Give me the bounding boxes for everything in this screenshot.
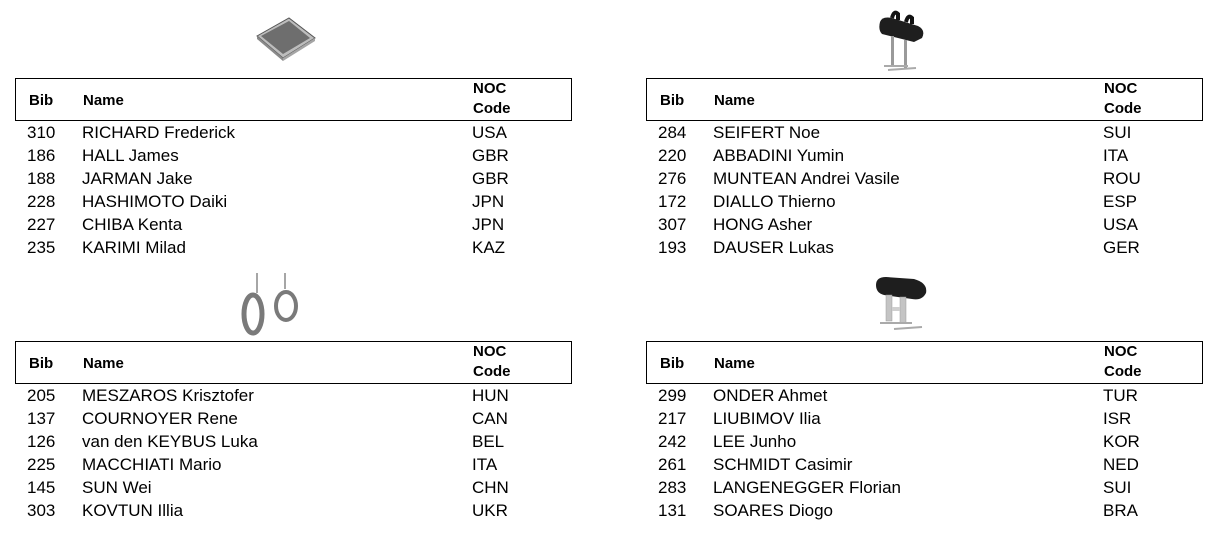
- column-header-noc-code: NOC Code: [1104, 80, 1142, 117]
- noc-cell: BRA: [1103, 501, 1138, 520]
- noc-cell: GBR: [472, 146, 509, 165]
- table-row: [15, 190, 572, 213]
- bib-cell: 188: [27, 169, 56, 188]
- column-header-bib: Bib: [29, 92, 54, 109]
- column-header-noc-code: NOC Code: [473, 343, 511, 380]
- name-cell: SUN Wei: [82, 478, 152, 497]
- table-row: [15, 167, 572, 190]
- name-cell: JARMAN Jake: [82, 169, 193, 188]
- table-header: [15, 341, 572, 384]
- table-header: [15, 78, 572, 121]
- table-row: [646, 384, 1203, 407]
- column-header-bib: Bib: [660, 355, 685, 372]
- noc-cell: GER: [1103, 238, 1140, 257]
- name-cell: DIALLO Thierno: [713, 192, 836, 211]
- bib-cell: 307: [658, 215, 687, 234]
- table-row: [646, 144, 1203, 167]
- bib-cell: 126: [27, 432, 56, 451]
- bib-cell: 217: [658, 409, 687, 428]
- noc-cell: ITA: [1103, 146, 1129, 165]
- name-cell: LANGENEGGER Florian: [713, 478, 901, 497]
- bib-cell: 235: [27, 238, 56, 257]
- table-row: [15, 144, 572, 167]
- athlete-list: [646, 121, 1203, 259]
- apparatus-panel-vault: [646, 263, 1206, 523]
- table-row: [646, 407, 1203, 430]
- noc-cell: ESP: [1103, 192, 1138, 211]
- bib-cell: 299: [658, 386, 687, 405]
- noc-cell: USA: [472, 123, 507, 142]
- name-cell: HONG Asher: [713, 215, 813, 234]
- column-header-noc-code: NOC Code: [473, 80, 511, 117]
- apparatus-panel-floor: [15, 0, 575, 260]
- name-cell: SEIFERT Noe: [713, 123, 821, 142]
- column-header-name: Name: [83, 92, 124, 109]
- noc-cell: GBR: [472, 169, 509, 188]
- noc-cell: KOR: [1103, 432, 1140, 451]
- name-cell: MESZAROS Krisztofer: [82, 386, 254, 405]
- noc-cell: SUI: [1103, 478, 1132, 497]
- table-row: [646, 190, 1203, 213]
- name-cell: LEE Junho: [713, 432, 797, 451]
- bib-cell: 172: [658, 192, 687, 211]
- bib-cell: 137: [27, 409, 56, 428]
- name-cell: RICHARD Frederick: [82, 123, 236, 142]
- name-cell: COURNOYER Rene: [82, 409, 238, 428]
- bib-cell: 220: [658, 146, 687, 165]
- bib-cell: 261: [658, 455, 687, 474]
- table-row: [15, 121, 572, 144]
- table-row: [15, 384, 572, 407]
- noc-cell: UKR: [472, 501, 508, 520]
- pommel-horse-icon: [874, 8, 930, 72]
- noc-cell: CHN: [472, 478, 509, 497]
- vault-icon: [872, 271, 932, 335]
- bib-cell: 283: [658, 478, 687, 497]
- table-row: [646, 476, 1203, 499]
- table-row: [15, 499, 572, 522]
- noc-cell: NED: [1103, 455, 1139, 474]
- name-cell: CHIBA Kenta: [82, 215, 183, 234]
- column-header-name: Name: [83, 355, 124, 372]
- noc-cell: SUI: [1103, 123, 1132, 142]
- name-cell: LIUBIMOV Ilia: [713, 409, 821, 428]
- noc-cell: JPN: [472, 192, 505, 211]
- noc-cell: KAZ: [472, 238, 506, 257]
- table-row: [646, 499, 1203, 522]
- apparatus-panel-rings: [15, 263, 575, 523]
- column-header-name: Name: [714, 92, 755, 109]
- name-cell: HASHIMOTO Daiki: [82, 192, 228, 211]
- athlete-list: [15, 384, 572, 522]
- table-row: [15, 476, 572, 499]
- apparatus-panel-pommel-horse: [646, 0, 1206, 260]
- table-row: [646, 167, 1203, 190]
- name-cell: MUNTEAN Andrei Vasile: [713, 169, 900, 188]
- column-header-name: Name: [714, 355, 755, 372]
- bib-cell: 225: [27, 455, 56, 474]
- athlete-list: [646, 384, 1203, 522]
- bib-cell: 205: [27, 386, 56, 405]
- name-cell: van den KEYBUS Luka: [82, 432, 258, 451]
- noc-cell: ITA: [472, 455, 498, 474]
- bib-cell: 242: [658, 432, 687, 451]
- name-cell: HALL James: [82, 146, 179, 165]
- rings-icon: [237, 271, 303, 337]
- noc-cell: ISR: [1103, 409, 1132, 428]
- bib-cell: 193: [658, 238, 687, 257]
- bib-cell: 131: [658, 501, 687, 520]
- bib-cell: 227: [27, 215, 56, 234]
- name-cell: DAUSER Lukas: [713, 238, 834, 257]
- table-row: [15, 407, 572, 430]
- noc-cell: CAN: [472, 409, 508, 428]
- bib-cell: 310: [27, 123, 56, 142]
- column-header-noc-code: NOC Code: [1104, 343, 1142, 380]
- noc-cell: USA: [1103, 215, 1138, 234]
- noc-cell: HUN: [472, 386, 509, 405]
- athlete-list: [15, 121, 572, 259]
- name-cell: SCHMIDT Casimir: [713, 455, 853, 474]
- table-row: [646, 453, 1203, 476]
- table-header: [646, 78, 1203, 121]
- floor-mat-icon: [253, 12, 318, 64]
- table-header: [646, 341, 1203, 384]
- noc-cell: TUR: [1103, 386, 1138, 405]
- table-row: [15, 453, 572, 476]
- name-cell: SOARES Diogo: [713, 501, 833, 520]
- table-row: [646, 213, 1203, 236]
- table-row: [15, 430, 572, 453]
- table-row: [15, 236, 572, 259]
- bib-cell: 186: [27, 146, 56, 165]
- noc-cell: BEL: [472, 432, 505, 451]
- bib-cell: 228: [27, 192, 56, 211]
- bib-cell: 303: [27, 501, 56, 520]
- column-header-bib: Bib: [660, 92, 685, 109]
- noc-cell: JPN: [472, 215, 505, 234]
- bib-cell: 145: [27, 478, 56, 497]
- name-cell: KOVTUN Illia: [82, 501, 184, 520]
- name-cell: ABBADINI Yumin: [713, 146, 845, 165]
- bib-cell: 276: [658, 169, 687, 188]
- name-cell: KARIMI Milad: [82, 238, 186, 257]
- table-row: [15, 213, 572, 236]
- noc-cell: ROU: [1103, 169, 1141, 188]
- table-row: [646, 121, 1203, 144]
- column-header-bib: Bib: [29, 355, 54, 372]
- name-cell: ONDER Ahmet: [713, 386, 828, 405]
- name-cell: MACCHIATI Mario: [82, 455, 222, 474]
- bib-cell: 284: [658, 123, 687, 142]
- table-row: [646, 236, 1203, 259]
- table-row: [646, 430, 1203, 453]
